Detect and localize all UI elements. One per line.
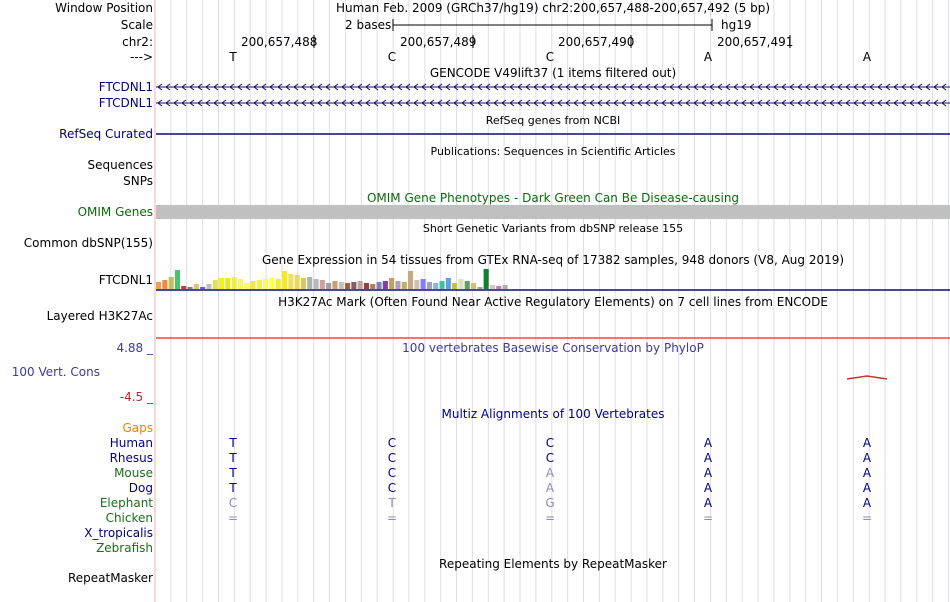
base-5: A xyxy=(862,50,872,64)
gtex-bar xyxy=(484,269,489,289)
species-base: C xyxy=(228,496,238,510)
chr-label: chr2: xyxy=(122,35,153,49)
species-base: = xyxy=(227,511,239,525)
gtex-bar xyxy=(301,278,306,289)
dbsnp-label[interactable]: Common dbSNP(155) xyxy=(23,236,153,250)
species-base: A xyxy=(862,496,872,510)
species-base: A xyxy=(703,451,713,465)
gencode-gene-arrows[interactable] xyxy=(156,82,950,110)
species-base: C xyxy=(545,451,555,465)
gtex-bar xyxy=(339,282,344,289)
gtex-bar xyxy=(156,282,161,289)
gtex-bar xyxy=(219,278,224,289)
gtex-bar xyxy=(200,287,205,289)
species-base: C xyxy=(387,481,397,495)
gtex-bar xyxy=(295,275,300,289)
gtex-bar xyxy=(364,283,369,289)
phylop-title[interactable]: 100 vertebrates Basewise Conservation by PhyloP xyxy=(402,341,704,355)
gtex-bar xyxy=(383,281,388,289)
species-label[interactable]: Rhesus xyxy=(109,451,153,465)
gtex-bar xyxy=(440,281,445,289)
omim-title[interactable]: OMIM Gene Phenotypes - Dark Green Can Be Disease-causing xyxy=(366,191,740,205)
gtex-bar xyxy=(490,285,495,289)
gencode-title[interactable]: GENCODE V49lift37 (1 items filtered out) xyxy=(429,66,677,80)
omim-bar[interactable] xyxy=(156,205,950,219)
gtex-bar xyxy=(402,282,407,289)
gtex-bar xyxy=(496,286,501,289)
gtex-bar xyxy=(169,277,174,289)
species-base: C xyxy=(387,451,397,465)
window-position-value: Human Feb. 2009 (GRCh37/hg19) chr2:200,657,488-200,657,492 (5 bp) xyxy=(335,1,770,15)
species-base: T xyxy=(229,481,237,495)
species-label[interactable]: Zebrafish xyxy=(96,541,153,555)
repeatmasker-label[interactable]: RepeatMasker xyxy=(67,571,153,585)
coord-1: 200,657,488 xyxy=(241,35,318,49)
gtex-bar xyxy=(269,278,274,289)
species-label[interactable]: X_tropicalis xyxy=(84,526,153,540)
gtex-bar xyxy=(433,283,438,289)
species-base: A xyxy=(703,496,713,510)
species-label[interactable]: Elephant xyxy=(99,496,153,510)
gtex-bar xyxy=(351,282,356,289)
gtex-bar xyxy=(263,279,268,289)
base-2: C xyxy=(387,50,397,64)
gtex-bar xyxy=(282,271,287,289)
species-label[interactable]: Human xyxy=(109,436,153,450)
dbsnp-title[interactable]: Short Genetic Variants from dbSNP release 155 xyxy=(422,222,684,235)
species-base: = xyxy=(702,511,714,525)
species-base: G xyxy=(545,496,555,510)
gtex-bar xyxy=(162,280,167,289)
gtex-bar xyxy=(414,280,419,289)
gtex-bars[interactable] xyxy=(156,267,950,293)
omim-label[interactable]: OMIM Genes xyxy=(77,205,153,219)
gtex-bar xyxy=(213,280,218,289)
gtex-bar xyxy=(421,279,426,289)
gtex-bar xyxy=(238,279,243,289)
gtex-bar xyxy=(465,281,470,289)
gtex-label[interactable]: FTCDNL1 xyxy=(98,273,153,287)
gtex-bar xyxy=(377,282,382,289)
coord-3: 200,657,490 xyxy=(558,35,635,49)
species-base: = xyxy=(544,511,556,525)
scale-value: 2 bases xyxy=(345,18,392,32)
species-label[interactable]: Gaps xyxy=(122,421,153,435)
base-1: T xyxy=(229,50,237,64)
phylop-max: 4.88 _ xyxy=(116,341,153,355)
species-label[interactable]: Mouse xyxy=(114,466,153,480)
gtex-bar xyxy=(206,284,211,289)
species-base: = xyxy=(861,511,873,525)
species-base: C xyxy=(387,466,397,480)
species-base: A xyxy=(703,436,713,450)
species-label[interactable]: Chicken xyxy=(105,511,153,525)
publications-title[interactable]: Publications: Sequences in Scientific Articles xyxy=(430,145,676,158)
species-base: A xyxy=(862,481,872,495)
species-base: T xyxy=(229,466,237,480)
gtex-bar xyxy=(345,283,350,289)
gtex-bar xyxy=(188,287,193,289)
gtex-bar xyxy=(320,280,325,289)
gtex-bar xyxy=(408,271,413,289)
gtex-bar xyxy=(251,281,256,289)
gtex-bar xyxy=(503,285,508,289)
gtex-bar xyxy=(314,279,319,289)
gtex-bar xyxy=(232,277,237,289)
h3k27ac-title[interactable]: H3K27Ac Mark (Often Found Near Active Regulatory Elements) on 7 cell lines from ENCODE xyxy=(278,295,828,309)
species-base: T xyxy=(229,436,237,450)
phylop-peak[interactable] xyxy=(845,374,889,382)
refseq-title[interactable]: RefSeq genes from NCBI xyxy=(485,114,621,127)
multiz-title[interactable]: Multiz Alignments of 100 Vertebrates xyxy=(441,407,665,421)
gtex-bar xyxy=(225,278,230,289)
species-base: A xyxy=(703,466,713,480)
scale-bar xyxy=(392,17,714,33)
gtex-bar xyxy=(395,281,400,289)
scale-assembly: hg19 xyxy=(721,18,752,32)
gtex-bar xyxy=(332,281,337,289)
base-4: A xyxy=(703,50,713,64)
gencode-item-2[interactable]: FTCDNL1 xyxy=(98,96,153,110)
species-base: A xyxy=(862,451,872,465)
base-3: C xyxy=(545,50,555,64)
species-base: = xyxy=(386,511,398,525)
species-base: A xyxy=(862,466,872,480)
scale-label: Scale xyxy=(120,18,153,32)
h3k27ac-signal-line[interactable] xyxy=(156,337,950,340)
h3k27ac-label[interactable]: Layered H3K27Ac xyxy=(46,309,153,323)
refseq-gene-line[interactable] xyxy=(156,133,950,137)
gtex-bar xyxy=(370,284,375,289)
species-base: C xyxy=(545,436,555,450)
species-base: T xyxy=(388,496,396,510)
gtex-bar xyxy=(244,283,249,289)
gtex-bar xyxy=(458,279,463,289)
refseq-label[interactable]: RefSeq Curated xyxy=(59,127,153,141)
gtex-bar xyxy=(326,283,331,289)
species-base: T xyxy=(229,451,237,465)
species-base: C xyxy=(387,436,397,450)
gtex-title[interactable]: Gene Expression in 54 tissues from GTEx RNA-seq of 17382 samples, 948 donors (V8, Aug 2019) xyxy=(261,253,845,267)
gtex-bar xyxy=(471,283,476,289)
gtex-bar xyxy=(358,281,363,289)
species-label[interactable]: Dog xyxy=(128,481,153,495)
snps-label[interactable]: SNPs xyxy=(123,174,153,188)
phylop-min: -4.5 _ xyxy=(119,390,153,404)
phylop-label[interactable]: 100 Vert. Cons xyxy=(11,365,100,379)
coord-2: 200,657,489 xyxy=(400,35,477,49)
repeatmasker-title[interactable]: Repeating Elements by RepeatMasker xyxy=(439,557,667,571)
gtex-bar xyxy=(427,282,432,289)
strand-arrow: ---> xyxy=(129,50,153,64)
gtex-bar xyxy=(175,270,180,289)
gtex-bar xyxy=(181,286,186,289)
gtex-bar xyxy=(257,280,262,289)
gtex-bar xyxy=(452,283,457,289)
species-base: A xyxy=(545,481,555,495)
gtex-bar xyxy=(477,287,482,289)
gtex-bar xyxy=(288,274,293,289)
gtex-bar xyxy=(446,278,451,289)
gtex-bar xyxy=(389,278,394,289)
species-base: A xyxy=(545,466,555,480)
coord-ticks xyxy=(0,34,950,50)
window-position-label: Window Position xyxy=(55,1,153,15)
species-base: A xyxy=(703,481,713,495)
gencode-item-1[interactable]: FTCDNL1 xyxy=(98,80,153,94)
sequences-label[interactable]: Sequences xyxy=(87,158,153,172)
coord-4: 200,657,491 xyxy=(717,35,794,49)
species-base: A xyxy=(862,436,872,450)
gtex-bar xyxy=(276,279,281,289)
gtex-bar xyxy=(307,277,312,289)
gtex-bar xyxy=(194,284,199,289)
